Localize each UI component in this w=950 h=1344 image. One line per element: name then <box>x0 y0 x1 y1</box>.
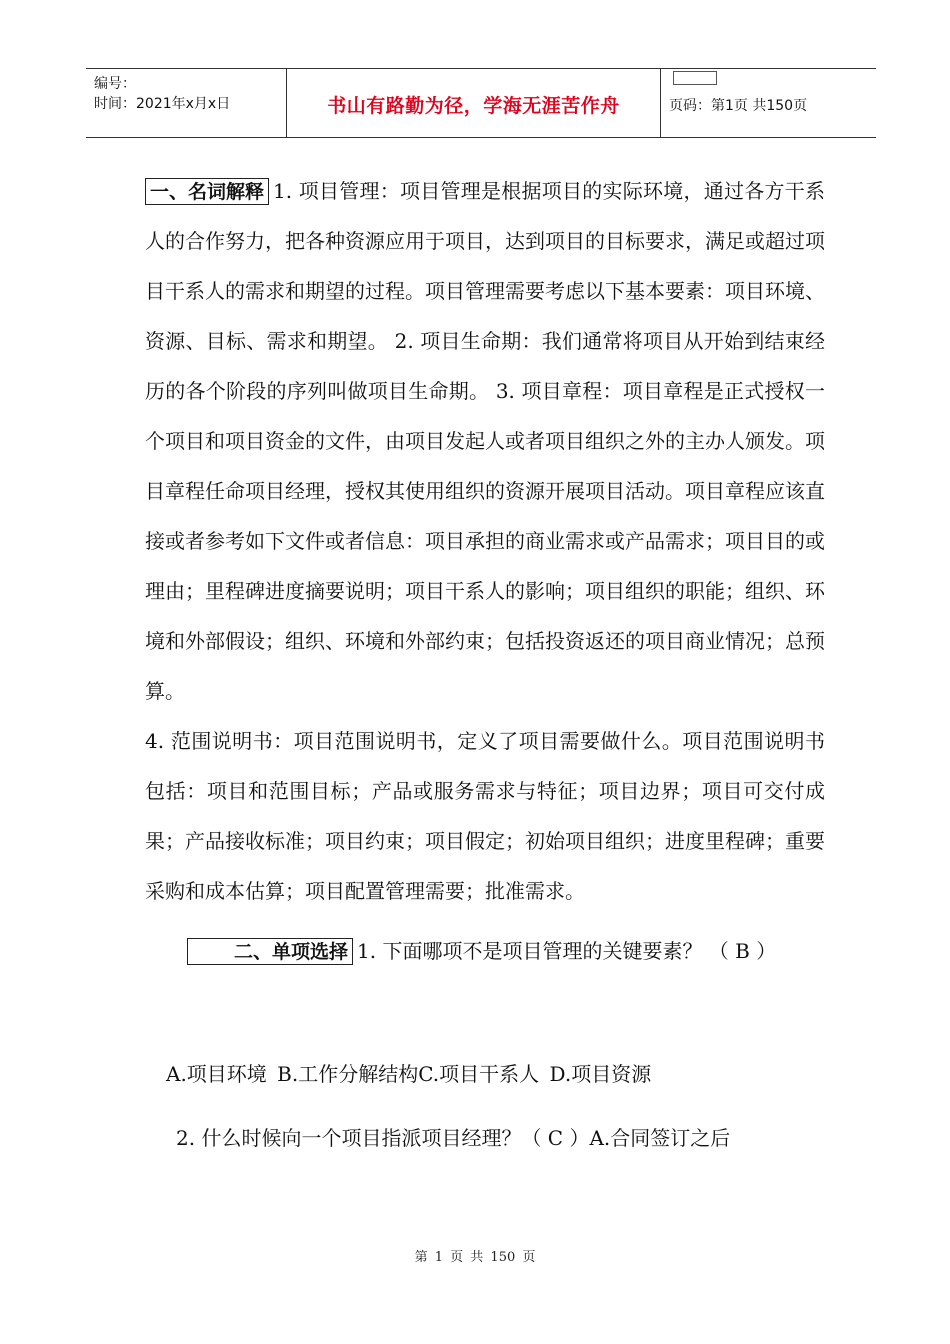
page-code: 页码：第1页 共150页 <box>669 98 808 114</box>
blank-field-box <box>673 71 717 85</box>
section1-paragraph-1 <box>145 166 825 716</box>
question-1-options: A.项目环境 B.工作分解结构C.项目干系人 D.项目资源 <box>166 1062 652 1086</box>
section2-question-1 <box>145 926 825 976</box>
main-content <box>145 166 825 976</box>
motto-text: 书山有路勤为径，学海无涯苦作舟 <box>327 95 620 117</box>
document-header <box>86 68 876 138</box>
header-page-cell <box>661 69 876 137</box>
question-1-text: 1. 下面哪项不是项目管理的关键要素？ （ B ） <box>357 939 777 963</box>
question-2-text: 2. 什么时候向一个项目指派项目经理？（ C ）A.合同签订之后 <box>176 1126 731 1150</box>
section2-title: 二、单项选择 <box>187 938 353 965</box>
doc-number-label: 编号： <box>94 76 136 92</box>
section1-title: 一、名词解释 <box>145 178 269 205</box>
page-footer: 第 1 页 共 150 页 <box>414 1250 536 1265</box>
header-motto-cell <box>287 69 661 137</box>
date-label: 时间：2021年x月x日 <box>94 96 231 112</box>
header-info-cell <box>86 69 287 137</box>
section1-text-1: 1. 项目管理：项目管理是根据项目的实际环境，通过各方干系人的合作努力，把各种资源应用于项目，达到项目的目标要求，满足或超过项目干系人的需求和期望的过程。项目管理需要考虑以下基本要素：项目环境、资源、目标、需求和期望。 2. 项目生命期：我们通常将项目从开始到结束经历的各个阶段的序列叫做项目生命期。 3. 项目章程：项目章程是正式授权一个项目和项目资金的文件，由项目发起人或者项目组织之外的主办人颁发。项目章程任命项目经理，授权其使用组织的资源开展项目活动。项目章程应该直接或者参考如下文件或者信息：项目承担的商业需求或产品需求；项目目的或理由；里程碑进度摘要说明；项目干系人的影响；项目组织的职能；组织、环境和外部假设；组织、环境和外部约束；包括投资返还的项目商业情况；总预算。 <box>145 179 825 703</box>
section1-paragraph-2: 4. 范围说明书：项目范围说明书，定义了项目需要做什么。项目范围说明书包括：项目和范围目标；产品或服务需求与特征；项目边界；项目可交付成果；产品接收标准；项目约束；项目假定；初始项目组织；进度里程碑；重要采购和成本估算；项目配置管理需要；批准需求。 <box>145 729 825 903</box>
